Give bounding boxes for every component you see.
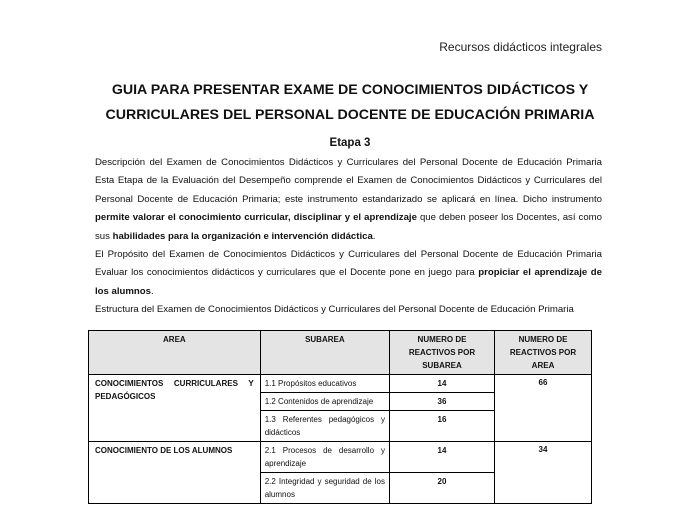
count-cell: 36	[389, 393, 494, 411]
count-cell: 14	[389, 442, 494, 473]
document-body	[95, 154, 602, 320]
subarea-cell: 2.2 Integridad y seguridad de los alumnos	[260, 473, 389, 504]
bold-text: habilidades para la organización e intervención didáctica	[112, 230, 373, 242]
text-run: .	[372, 230, 376, 242]
text-run: que deben poseer los Docentes, así como sus	[95, 212, 602, 242]
structure-table	[88, 330, 592, 504]
area-cell: CONOCIMIENTOS CURRICULARES Y PEDAGÓGICOS	[89, 375, 261, 442]
header-subarea: SUBAREA	[260, 331, 389, 375]
area-total-cell: 34	[495, 442, 592, 504]
text-run: Descripción del Examen de Conocimientos Didácticos y Curriculares del Personal Docente de Educación Primaria Esta Etapa de la Evaluación del Desempeño comprende el Examen de Conocimientos Didácticos y Curriculares del Personal Docente de Educación Primaria; este instrumento estandarizado se aplicará en línea. Dicho instrumento	[95, 157, 602, 205]
title-line-2: CURRICULARES DEL PERSONAL DOCENTE DE EDUCACIÓN PRIMARIA	[105, 107, 595, 123]
bold-text: propiciar el aprendizaje de los alumnos	[95, 267, 602, 297]
subarea-cell: 1.1 Propósitos educativos	[260, 375, 389, 393]
header-num-subarea: NUMERO DE REACTIVOS POR SUBAREA	[389, 331, 494, 375]
subarea-cell: 1.3 Referentes pedagógicos y didácticos	[260, 411, 389, 442]
document-header: Recursos didácticos integrales	[439, 40, 602, 54]
title-line-1: GUIA PARA PRESENTAR EXAME DE CONOCIMIENTOS DIDÁCTICOS Y	[111, 82, 589, 98]
text-run: El Propósito del Examen de Conocimientos Didácticos y Curriculares del Personal Docente de Educación Primaria Evaluar los conocimientos didácticos y curriculares que el Docente pone en juego para	[95, 249, 602, 279]
area-total-cell: 66	[495, 375, 592, 442]
bold-text: permite valorar el conocimiento curricular, disciplinar y el aprendizaje	[95, 212, 417, 224]
table-header-row	[89, 331, 592, 375]
structure-paragraph: Estructura del Examen de Conocimientos Didácticos y Curriculares del Personal Docente de Educación Primaria	[95, 304, 574, 316]
text-run: .	[150, 285, 154, 297]
description-paragraph	[95, 154, 602, 246]
document-title	[60, 78, 640, 128]
subarea-cell: 1.2 Contenidos de aprendizaje	[260, 393, 389, 411]
purpose-paragraph	[95, 246, 602, 301]
header-area: AREA	[89, 331, 261, 375]
header-num-area: NUMERO DE REACTIVOS POR AREA	[495, 331, 592, 375]
count-cell: 20	[389, 473, 494, 504]
table-row	[89, 442, 592, 473]
table-row	[89, 375, 592, 393]
subarea-cell: 2.1 Procesos de desarrollo y aprendizaje	[260, 442, 389, 473]
count-cell: 14	[389, 375, 494, 393]
area-cell: CONOCIMIENTO DE LOS ALUMNOS	[89, 442, 261, 504]
section-heading: Etapa 3	[329, 137, 371, 149]
count-cell: 16	[389, 411, 494, 442]
